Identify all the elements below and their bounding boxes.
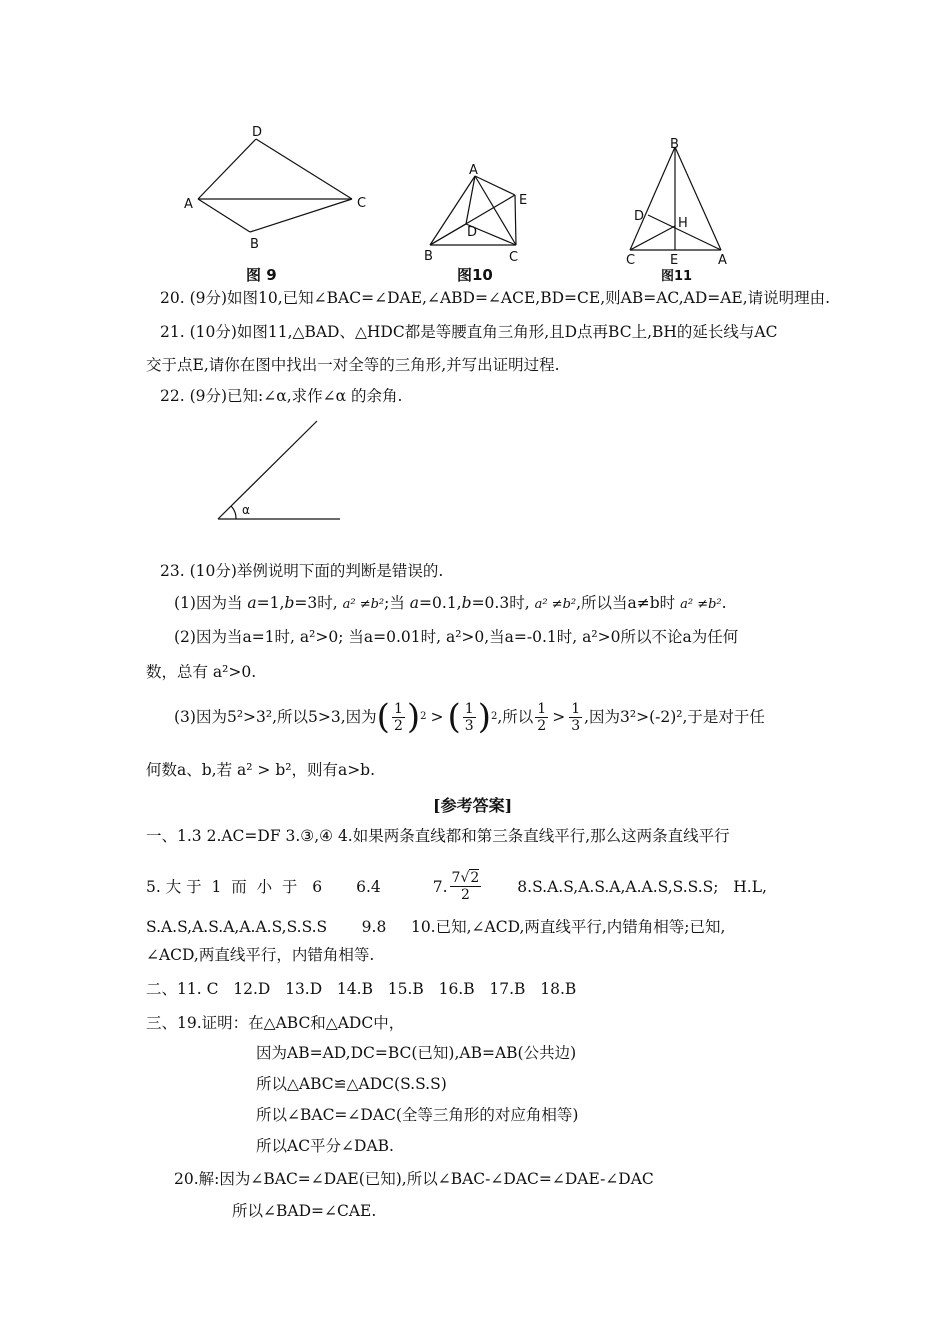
question-22: 22. (9分)已知:∠α,求作∠α 的余角. [160, 387, 403, 405]
question-23-part3-line2: 何数a、b,若 a² > b²，则有a>b. [146, 761, 376, 779]
figure-9 [178, 120, 378, 290]
answers-line-7: 因为AB=AD,DC=BC(已知),AB=AB(公共边) [256, 1044, 577, 1062]
fig11-label-c: C [626, 253, 636, 268]
fig11-label-h: H [678, 216, 688, 231]
answers-line-12: 所以∠BAD=∠CAE. [232, 1202, 377, 1220]
segment-ch [630, 226, 675, 250]
fig10-label-a: A [469, 163, 478, 178]
question-21-line1: 21. (10分)如图11,△BAD、△HDC都是等腰直角三角形,且D点再BC上,BH的延长线与AC [160, 323, 778, 341]
angle-ray-oblique [218, 421, 317, 519]
answers-line-9: 所以∠BAC=∠DAC(全等三角形的对应角相等) [256, 1106, 579, 1124]
answers-line-10: 所以AC平分∠DAB. [256, 1137, 394, 1155]
angle-alpha-figure [210, 415, 350, 525]
figure-11 [620, 135, 735, 270]
answers-line-4: ∠ACD,两直线平行，内错角相等. [146, 946, 375, 964]
question-23-part1: (1)因为当 a=1,b=3时, a² ≠b²;当 a=0.1,b=0.3时, a² ≠b²,所以当a≠b时 a² ≠b². [174, 594, 727, 612]
fig9-label-c: C [357, 196, 367, 211]
fig11-label-b: B [670, 137, 679, 152]
fig11-label-e: E [670, 253, 679, 268]
fig11-caption: 图11 [661, 269, 693, 284]
answers-line-5: 二、11. C 12.D 13.D 14.B 15.B 16.B 17.B 18.B [146, 980, 577, 998]
answers-line-8: 所以△ABC≌△ADC(S.S.S) [256, 1075, 447, 1093]
answers-heading: [参考答案] [433, 796, 513, 815]
question-23-part3: (3)因为5²>3²,所以5>3,因为 ( $\frac{1}{2}$ ) 2 > ( $\frac{1}{3}$ ) 2 ,所以 $\frac{1}{2}$ > $\frac{1}{3}$ ,因为3²>(-2)²,于是对于任 [174, 697, 765, 737]
fig11-label-d: D [634, 209, 645, 224]
question-20: 20. (9分)如图10,已知∠BAC=∠DAE,∠ABD=∠ACE,BD=CE,则AB=AC,AD=AE,请说明理由. [160, 289, 831, 307]
fig9-caption: 图 9 [246, 266, 277, 284]
answers-line-6: 三、19.证明：在△ABC和△ADC中， [146, 1014, 405, 1032]
fig11-label-a: A [718, 253, 727, 268]
figure-10 [420, 158, 540, 268]
fig10-label-b: B [424, 249, 433, 264]
fraction-paren-1: ( $\frac{1}{2}$ ) 2 [376, 697, 427, 737]
answer-7-fraction: $\frac{7√2}{2}$ [451, 870, 480, 903]
fig9-label-d: D [252, 125, 263, 140]
answers-line-11: 20.解:因为∠BAC=∠DAE(已知),所以∠BAC-∠DAC=∠DAE-∠DAC [174, 1170, 654, 1188]
segment-ec [515, 195, 516, 245]
question-23-part2-line1: (2)因为当a=1时, a²>0; 当a=0.01时, a²>0,当a=-0.1时, a²>0所以不论a为任何 [174, 628, 739, 646]
segment-ba [675, 147, 721, 250]
fig10-caption: 图10 [457, 266, 493, 284]
segment-bc [250, 199, 352, 232]
question-23-part2-line2: 数，总有 a²>0. [146, 663, 257, 681]
segment-da [198, 139, 256, 199]
segment-bc [630, 147, 675, 250]
question-23: 23. (10分)举例说明下面的判断是错误的. [160, 562, 444, 580]
fig10-label-d: D [467, 225, 478, 240]
fig10-label-e: E [519, 193, 528, 208]
question-21-line2: 交于点E,请你在图中找出一对全等的三角形,并写出证明过程. [146, 356, 560, 374]
fig9-label-b: B [250, 237, 259, 252]
fig9-label-a: A [184, 197, 193, 212]
segment-ab [198, 199, 250, 232]
answers-line-2: 5. 大 于 1 而 小 于 6 6.4 7. $\frac{7√2}{2}$ 8.S.A.S,A.S.A,A.A.S,S.S.S; H.L, [146, 870, 767, 903]
fraction-3: $\frac{1}{2}$ [537, 700, 547, 734]
answers-line-3: S.A.S,A.S.A,A.A.S,S.S.S 9.8 10.已知,∠ACD,两直线平行,内错角相等;已知, [146, 918, 726, 936]
angle-arc [231, 506, 236, 519]
answers-line-1: 一、1.3 2.AC=DF 3.③,④ 4.如果两条直线都和第三条直线平行,那么这两条直线平行 [146, 827, 730, 845]
fraction-paren-2: ( $\frac{1}{3}$ ) 2 [447, 697, 498, 737]
fraction-4: $\frac{1}{3}$ [571, 700, 581, 734]
segment-dc [256, 139, 352, 199]
angle-label-alpha: α [242, 503, 250, 517]
fig10-label-c: C [509, 250, 519, 265]
